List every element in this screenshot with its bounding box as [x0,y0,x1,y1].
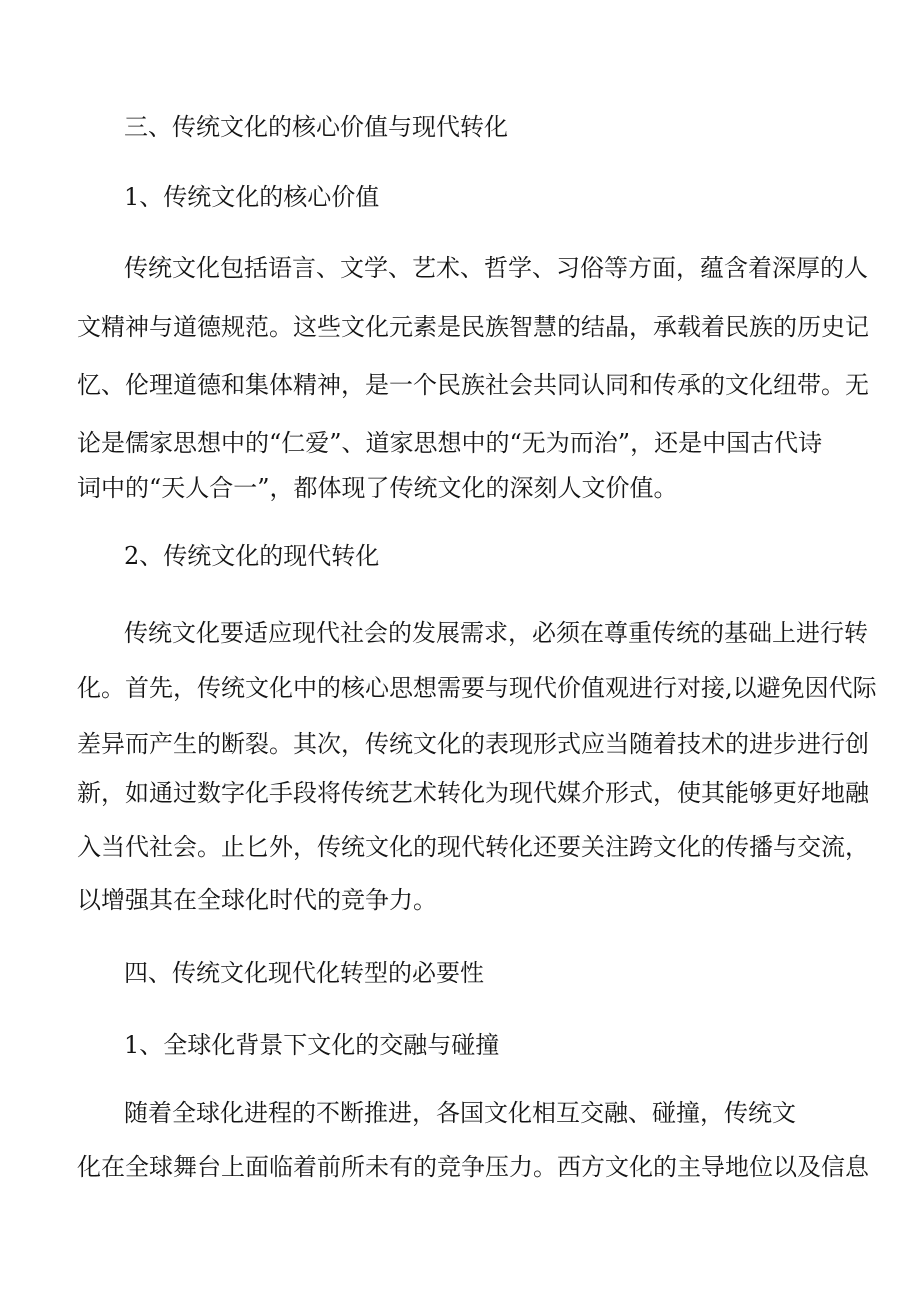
paragraph-line: 传统文化要适应现代社会的发展需求，必须在尊重传统的基础上进行转 [124,619,868,647]
paragraph-line: 化在全球舞台上面临着前所未有的竞争压力。西方文化的主导地位以及信息 [77,1153,869,1181]
paragraph-line: 忆、伦理道德和集体精神，是一个民族社会共同认同和传承的文化纽带。无 [77,371,869,399]
subsection-heading: 1、传统文化的核心价值 [124,183,380,211]
paragraph-line: 词中的“天人合一”，都体现了传统文化的深刻人文价值。 [77,474,678,502]
paragraph-line: 传统文化包括语言、文学、艺术、哲学、习俗等方面，蕴含着深厚的人 [124,254,868,282]
paragraph-line: 化。首先，传统文化中的核心思想需要与现代价值观进行对接,以避免因代际 [77,674,877,702]
section-heading: 三、传统文化的核心价值与现代转化 [124,113,508,141]
paragraph-line: 以增强其在全球化时代的竞争力。 [77,886,437,914]
paragraph-line: 入当代社会。止匕外，传统文化的现代转化还要关注跨文化的传播与交流， [77,833,869,861]
paragraph-line: 随着全球化进程的不断推进，各国文化相互交融、碰撞，传统文 [124,1099,796,1127]
subsection-heading: 2、传统文化的现代转化 [124,542,380,570]
paragraph-line: 文精神与道德规范。这些文化元素是民族智慧的结晶，承载着民族的历史记 [77,313,869,341]
paragraph-line: 差异而产生的断裂。其次，传统文化的表现形式应当随着技术的进步进行创 [77,730,869,758]
paragraph-line: 新，如通过数字化手段将传统艺术转化为现代媒介形式，使其能够更好地融 [77,779,869,807]
paragraph-line: 论是儒家思想中的“仁爱”、道家思想中的“无为而治”，还是中国古代诗 [77,429,823,457]
section-heading: 四、传统文化现代化转型的必要性 [124,959,484,987]
subsection-heading: 1、全球化背景下文化的交融与碰撞 [124,1031,500,1059]
